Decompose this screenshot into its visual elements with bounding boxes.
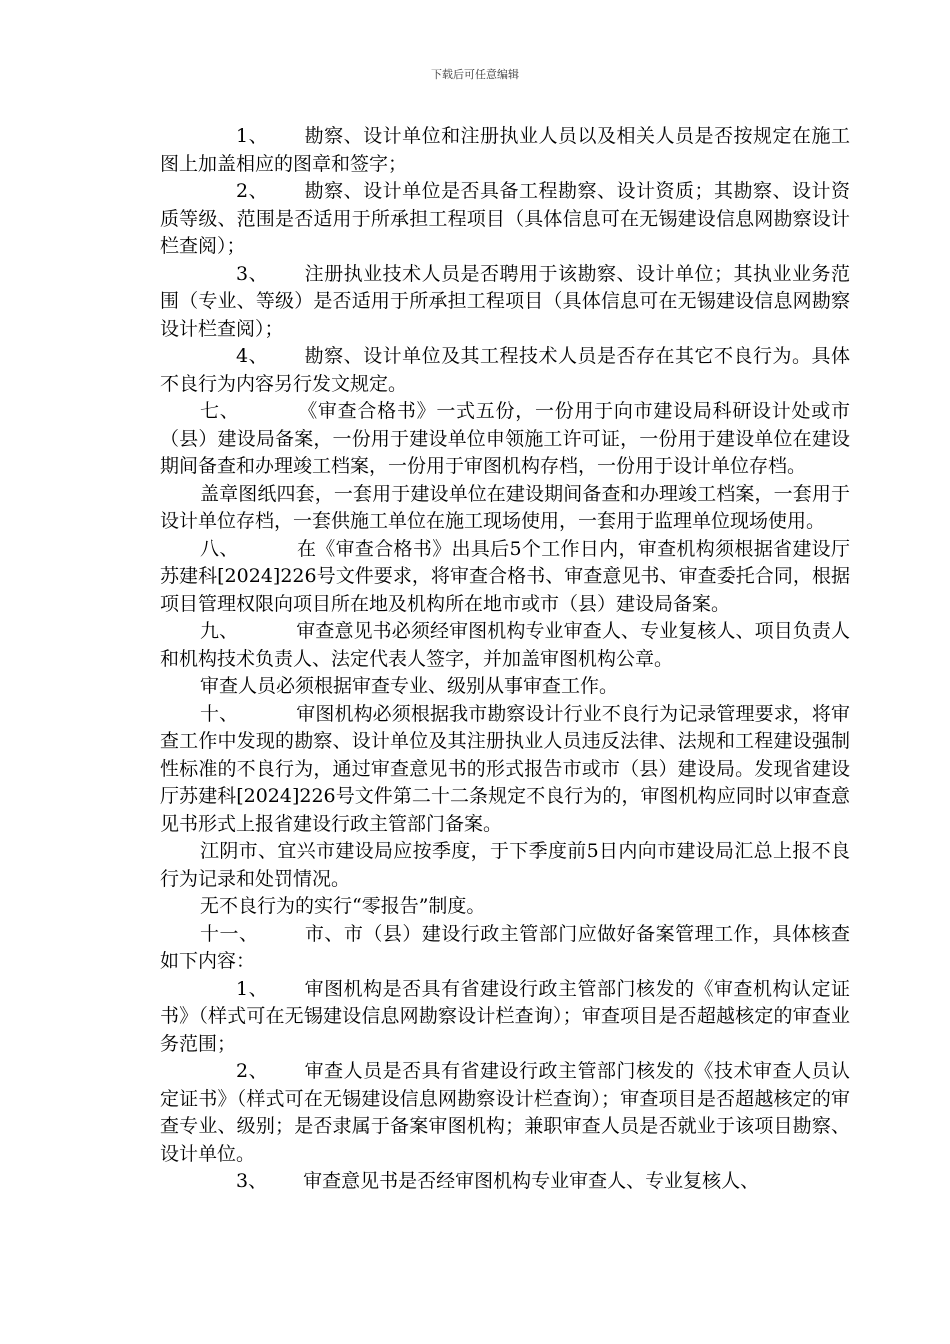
paragraph-text: 勘察、设计单位及其工程技术人员是否存在其它不良行为。具体不良行为内容另行发文规定。 [160,345,850,395]
paragraph-item-4 [160,343,850,398]
document-body [160,123,850,1196]
paragraph-text: 在《审查合格书》出具后5个工作日内，审查机构须根据省建设厅苏建科[2024]226号文件要求，将审查合格书、审查意见书、审查委托合同，根据项目管理权限向项目所在地及机构所在地市或市（县）建设局备案。 [160,537,850,615]
paragraph-item-3 [160,1168,850,1196]
section-number: 八、 [200,537,239,560]
paragraph [160,838,850,893]
paragraph-text: 市、市（县）建设行政主管部门应做好备案管理工作，具体核查如下内容： [160,922,850,972]
paragraph-item-2 [160,1058,850,1168]
section-number: 七、 [200,400,240,422]
paragraph-text: 审查人员必须根据审查专业、级别从事审查工作。 [200,675,619,697]
item-number: 2、 [236,1060,269,1082]
section-number: 十、 [200,702,239,725]
item-number: 1、 [236,125,269,147]
paragraph-text: 审查意见书必须经审图机构专业审查人、专业复核人、项目负责人和机构技术负责人、法定代表人签字，并加盖审图机构公章。 [160,620,850,670]
item-number: 1、 [236,977,269,1000]
paragraph-text: 审图机构是否具有省建设行政主管部门核发的《审查机构认定证书》（样式可在无锡建设信息网勘察设计栏查询）；审查项目是否超越核定的审查业务范围； [160,977,850,1055]
paragraph [160,673,850,701]
paragraph-text: 勘察、设计单位是否具备工程勘察、设计资质；其勘察、设计资质等级、范围是否适用于所承担工程项目（具体信息可在无锡建设信息网勘察设计栏查阅）； [160,180,850,257]
paragraph-item-3 [160,261,850,344]
paragraph-text: 盖章图纸四套，一套用于建设单位在建设期间备查和办理竣工档案，一套用于设计单位存档，一套供施工单位在施工现场使用，一套用于监理单位现场使用。 [160,482,850,532]
item-number: 4、 [236,345,269,367]
paragraph-text: 无不良行为的实行“零报告”制度。 [200,895,486,917]
page-header: 下载后可任意编辑 [431,68,519,81]
paragraph-text: 注册执业技术人员是否聘用于该勘察、设计单位；其执业业务范围（专业、等级）是否适用于所承担工程项目（具体信息可在无锡建设信息网勘察设计栏查阅）； [160,262,850,340]
paragraph [160,481,850,536]
section-10 [160,701,850,839]
paragraph-text: 江阴市、宜兴市建设局应按季度，于下季度前5日内向市建设局汇总上报不良行为记录和处罚情况。 [160,840,850,890]
paragraph-text: 审查人员是否具有省建设行政主管部门核发的《技术审查人员认定证书》（样式可在无锡建设信息网勘察设计栏查询）；审查项目是否超越核定的审查专业、级别；是否隶属于备案审图机构；兼职审查人员是否就业于该项目勘察、设计单位。 [160,1060,850,1165]
paragraph-text: 审查意见书是否经审图机构专业审查人、专业复核人、 [303,1170,760,1192]
item-number: 3、 [236,1170,268,1192]
paragraph-text: 勘察、设计单位和注册执业人员以及相关人员是否按规定在施工图上加盖相应的图章和签字； [160,125,850,175]
section-7 [160,398,850,481]
paragraph-text: 审图机构必须根据我市勘察设计行业不良行为记录管理要求，将审查工作中发现的勘察、设计单位及其注册执业人员违反法律、法规和工程建设强制性标准的不良行为，通过审查意见书的形式报告市或市（县）建设局。发现省建设厅苏建科[2024]226号文件第二十二条规定不良行为的，审图机构应同时以审查意见书形式上报省建设行政主管部门备案。 [160,702,850,835]
paragraph-text: 《审查合格书》一式五份，一份用于向市建设局科研设计处或市（县）建设局备案，一份用于建设单位申领施工许可证，一份用于建设单位在建设期间备查和办理竣工档案，一份用于审图机构存档，一份用于设计单位存档。 [160,400,850,477]
item-number: 2、 [236,180,269,202]
paragraph [160,893,850,921]
section-11 [160,921,850,976]
section-8 [160,536,850,619]
section-9 [160,618,850,673]
section-number: 九、 [200,620,239,642]
item-number: 3、 [236,262,269,285]
paragraph-item-1 [160,976,850,1059]
paragraph-item-2 [160,178,850,261]
section-number: 十一、 [200,922,259,945]
paragraph-item-1 [160,123,850,178]
